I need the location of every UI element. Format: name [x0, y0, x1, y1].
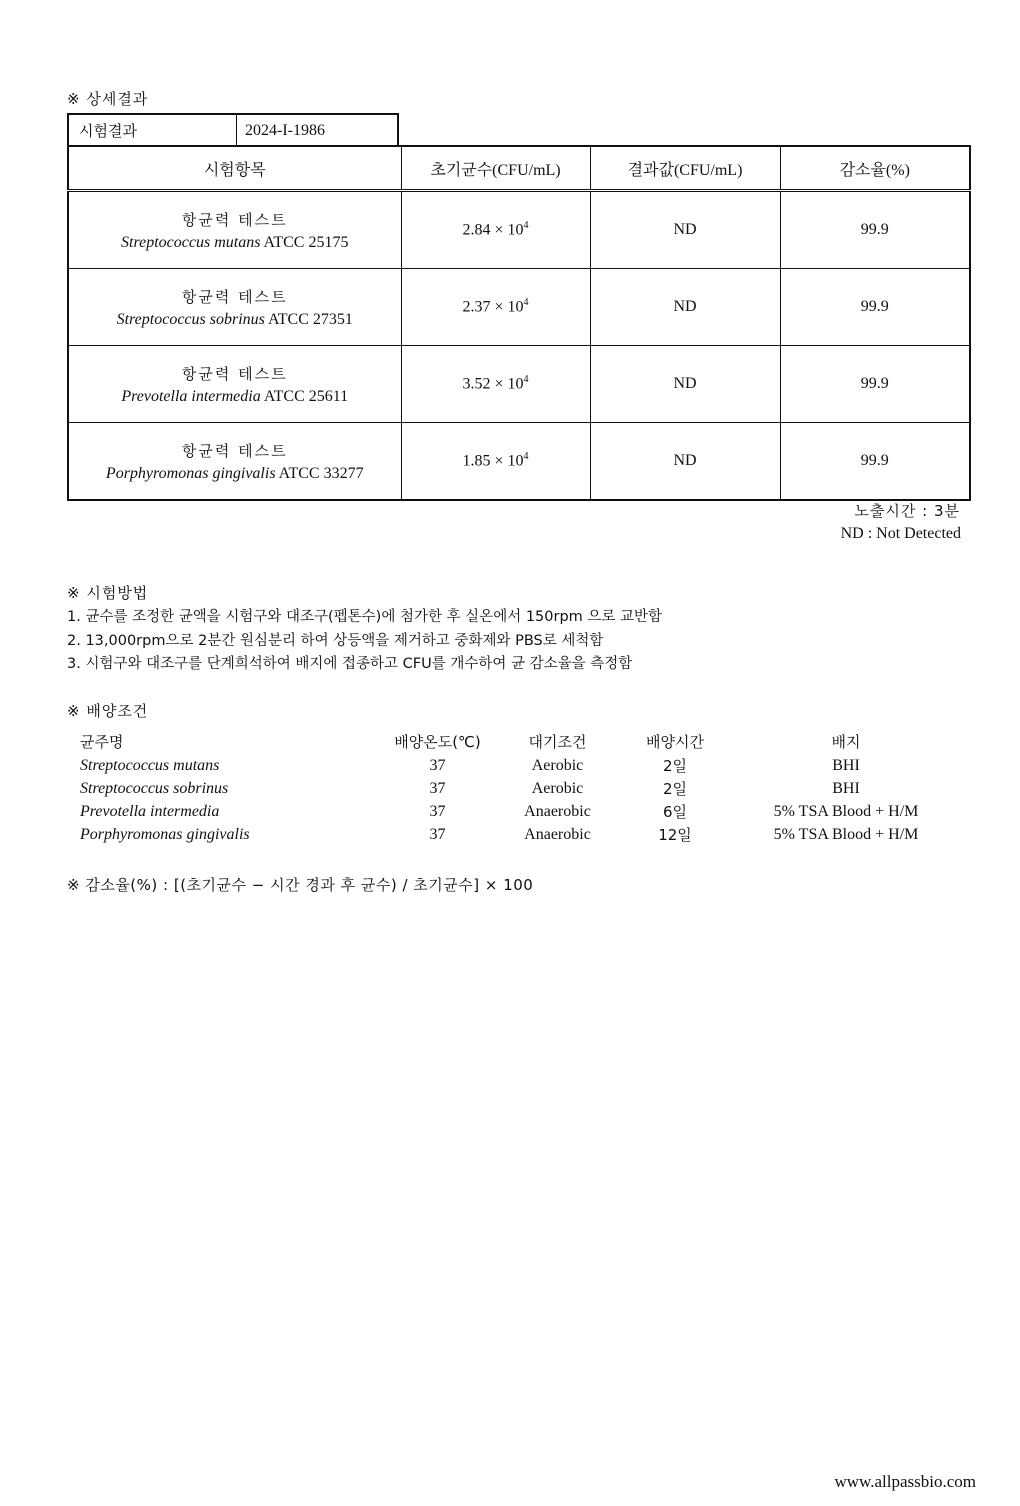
- initial-exponent: 4: [523, 374, 529, 386]
- strain-name: Porphyromonas gingivalis: [105, 464, 276, 482]
- initial-base: 10: [507, 221, 524, 239]
- culture-strain: Streptococcus mutans: [80, 756, 220, 774]
- footer-website: www.allpassbio.com: [834, 1472, 976, 1491]
- culture-header-row: [75, 728, 957, 754]
- atcc-number: ATCC 27351: [268, 310, 353, 328]
- culture-strain: Streptococcus sobrinus: [80, 779, 229, 797]
- exposure-time-note: 노출시간 : 3분: [854, 502, 960, 520]
- initial-count-cell: $2.37 \times 10^4$: [401, 269, 590, 346]
- result-value-cell: ND: [590, 191, 780, 269]
- culture-strain: Porphyromonas gingivalis: [80, 825, 250, 843]
- culture-time: 2일: [662, 780, 688, 798]
- initial-count-cell: $1.85 \times 10^4$: [401, 423, 590, 501]
- table-row: [75, 754, 957, 777]
- culture-temperature: 37: [429, 779, 446, 797]
- reduction-rate-cell: 99.9: [780, 346, 970, 423]
- culture-medium: 5% TSA Blood + H/M: [773, 802, 919, 820]
- test-item-cell: [68, 346, 401, 423]
- table-row: [68, 423, 970, 501]
- results-table: [67, 145, 971, 501]
- test-name: 항균력 테스트: [181, 287, 288, 306]
- table-row: [68, 269, 970, 346]
- culture-temperature: 37: [429, 825, 446, 843]
- initial-mantissa: 2.37: [462, 298, 491, 316]
- results-header-row: [68, 146, 970, 191]
- result-value-cell: ND: [590, 346, 780, 423]
- table-row: [68, 346, 970, 423]
- strain-name: Streptococcus mutans: [121, 233, 261, 251]
- test-method-heading: ※ 시험방법: [67, 584, 149, 602]
- header-initial-count: 초기균수(CFU/mL): [401, 146, 590, 191]
- strain-name: Prevotella intermedia: [121, 387, 261, 405]
- result-value-cell: ND: [590, 423, 780, 501]
- culture-atmosphere: Aerobic: [531, 779, 584, 797]
- initial-mantissa: 1.85: [462, 452, 491, 470]
- header-atmosphere: 대기조건: [528, 732, 587, 751]
- initial-mantissa: 3.52: [462, 375, 491, 393]
- initial-count-cell: $3.52 \times 10^4$: [401, 346, 590, 423]
- culture-strain: Prevotella intermedia: [80, 802, 220, 820]
- initial-base: 10: [507, 375, 524, 393]
- culture-medium: BHI: [832, 779, 860, 797]
- atcc-number: ATCC 25175: [263, 233, 349, 251]
- culture-atmosphere: Aerobic: [531, 756, 584, 774]
- header-temperature: 배양온도(℃): [394, 732, 481, 751]
- test-item-cell: [68, 423, 401, 501]
- result-value-cell: ND: [590, 269, 780, 346]
- reduction-rate-cell: 99.9: [780, 191, 970, 269]
- initial-mantissa: 2.84: [462, 221, 491, 239]
- culture-medium: BHI: [832, 756, 860, 774]
- table-row: [75, 777, 957, 800]
- culture-time: 6일: [662, 803, 688, 821]
- method-step-1: 1. 균수를 조정한 균액을 시험구와 대조구(펩톤수)에 첨가한 후 실온에서 150rpm 으로 교반함: [67, 609, 663, 625]
- atcc-number: ATCC 33277: [278, 464, 364, 482]
- header-strain: 균주명: [80, 732, 124, 751]
- culture-atmosphere: Anaerobic: [524, 825, 591, 843]
- atcc-number: ATCC 25611: [263, 387, 349, 405]
- header-culture-time: 배양시간: [646, 732, 704, 751]
- method-step-2: 2. 13,000rpm으로 2분간 원심분리 하여 상등액을 제거하고 중화제와 PBS로 세척함: [67, 633, 604, 649]
- method-step-3: 3. 시험구와 대조구를 단계희석하여 배지에 접종하고 CFU를 개수하여 균 감소율을 측정함: [67, 656, 633, 672]
- strain-name: Streptococcus sobrinus: [116, 310, 265, 328]
- result-id-value: 2024-I-1986: [245, 122, 325, 139]
- culture-temperature: 37: [429, 756, 446, 774]
- test-name: 항균력 테스트: [181, 364, 288, 383]
- header-test-item: 시험항목: [68, 146, 401, 191]
- culture-medium: 5% TSA Blood + H/M: [773, 825, 919, 843]
- table-row: [75, 800, 957, 823]
- nd-legend-note: ND : Not Detected: [840, 525, 961, 542]
- initial-base: 10: [507, 298, 524, 316]
- initial-exponent: 4: [523, 220, 529, 232]
- test-name: 항균력 테스트: [181, 210, 288, 229]
- initial-exponent: 4: [523, 451, 529, 463]
- reduction-formula: ※ 감소율(%) : [(초기균수 − 시간 경과 후 균수) / 초기균수] × 100: [67, 876, 534, 894]
- reduction-rate-cell: 99.9: [780, 423, 970, 501]
- initial-base: 10: [507, 452, 524, 470]
- culture-conditions-heading: ※ 배양조건: [67, 702, 149, 720]
- culture-conditions-table: [75, 728, 957, 846]
- header-result-value: 결과값(CFU/mL): [590, 146, 780, 191]
- test-item-cell: [68, 191, 401, 269]
- culture-time: 12일: [658, 826, 692, 844]
- culture-time: 2일: [662, 757, 688, 775]
- table-row: [68, 191, 970, 269]
- test-item-cell: [68, 269, 401, 346]
- test-name: 항균력 테스트: [181, 441, 288, 460]
- table-row: [75, 823, 957, 846]
- detail-results-heading: ※ 상세결과: [67, 90, 149, 108]
- initial-count-cell: $2.84 \times 10^4$: [401, 191, 590, 269]
- result-id-box: [67, 113, 399, 147]
- reduction-rate-cell: 99.9: [780, 269, 970, 346]
- result-id-label: 시험결과: [69, 115, 237, 147]
- header-medium: 배지: [831, 732, 861, 751]
- initial-exponent: 4: [523, 297, 529, 309]
- culture-atmosphere: Anaerobic: [524, 802, 591, 820]
- header-reduction-rate: 감소율(%): [780, 146, 970, 191]
- culture-temperature: 37: [429, 802, 446, 820]
